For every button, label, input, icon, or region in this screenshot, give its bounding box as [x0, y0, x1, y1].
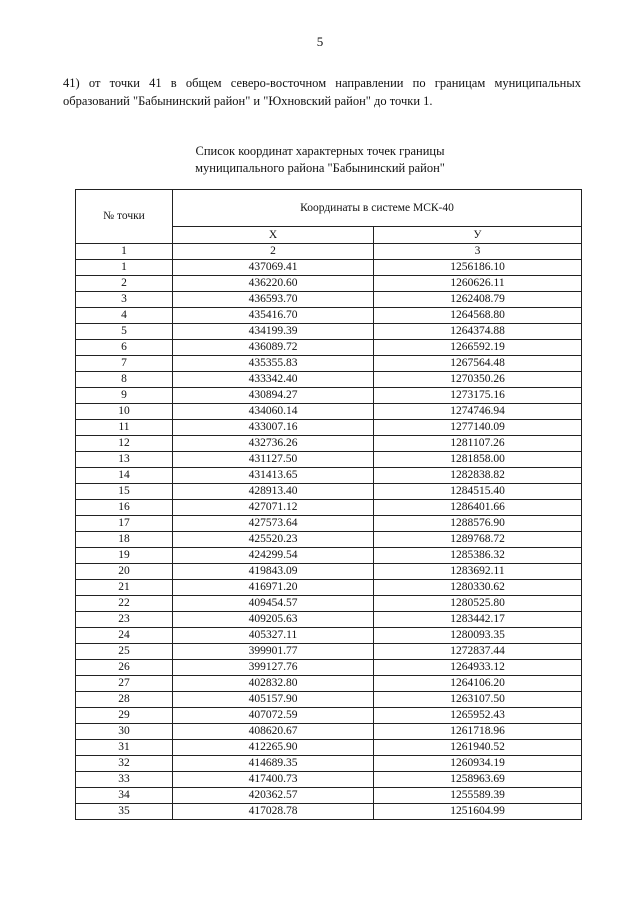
- y-coordinate-cell: 1262408.79: [374, 292, 582, 308]
- x-coordinate-cell: 402832.80: [173, 676, 374, 692]
- table-title-line-2: муниципального района "Бабынинский район": [195, 161, 445, 175]
- point-number-cell: 17: [76, 516, 173, 532]
- point-number-cell: 26: [76, 660, 173, 676]
- y-coordinate-cell: 1285386.32: [374, 548, 582, 564]
- point-number-cell: 1: [76, 260, 173, 276]
- x-coordinate-cell: 431127.50: [173, 452, 374, 468]
- x-coordinate-cell: 409205.63: [173, 612, 374, 628]
- y-coordinate-cell: 1272837.44: [374, 644, 582, 660]
- point-number-cell: 8: [76, 372, 173, 388]
- y-coordinate-cell: 1267564.48: [374, 356, 582, 372]
- table-row: [76, 372, 582, 388]
- y-coordinate-cell: 1263107.50: [374, 692, 582, 708]
- y-coordinate-cell: 1274746.94: [374, 404, 582, 420]
- point-number-cell: 2: [76, 276, 173, 292]
- table-row: [76, 740, 582, 756]
- table-row: [76, 292, 582, 308]
- y-coordinate-cell: 1251604.99: [374, 804, 582, 820]
- point-number-cell: 34: [76, 788, 173, 804]
- table-row: [76, 772, 582, 788]
- table-row: [76, 500, 582, 516]
- point-number-cell: 4: [76, 308, 173, 324]
- x-coordinate-cell: 427573.64: [173, 516, 374, 532]
- table-row: [76, 388, 582, 404]
- y-coordinate-cell: 1284515.40: [374, 484, 582, 500]
- point-number-cell: 6: [76, 340, 173, 356]
- column-index-row: [76, 244, 582, 260]
- x-coordinate-cell: 436593.70: [173, 292, 374, 308]
- point-number-cell: 27: [76, 676, 173, 692]
- y-coordinate-cell: 1288576.90: [374, 516, 582, 532]
- point-number-cell: 33: [76, 772, 173, 788]
- table-row: [76, 708, 582, 724]
- x-coordinate-cell: 412265.90: [173, 740, 374, 756]
- x-coordinate-cell: 434060.14: [173, 404, 374, 420]
- table-row: [76, 644, 582, 660]
- table-row: [76, 276, 582, 292]
- y-coordinate-cell: 1273175.16: [374, 388, 582, 404]
- table-row: [76, 420, 582, 436]
- column-index-2: 2: [173, 244, 374, 260]
- table-row: [76, 756, 582, 772]
- y-coordinate-cell: 1283442.17: [374, 612, 582, 628]
- page-number: 5: [316, 34, 324, 49]
- point-number-cell: 25: [76, 644, 173, 660]
- point-number-cell: 28: [76, 692, 173, 708]
- y-coordinate-cell: 1256186.10: [374, 260, 582, 276]
- x-coordinate-cell: 416971.20: [173, 580, 374, 596]
- x-coordinate-cell: 425520.23: [173, 532, 374, 548]
- y-coordinate-cell: 1283692.11: [374, 564, 582, 580]
- table-row: [76, 260, 582, 276]
- y-coordinate-cell: 1261940.52: [374, 740, 582, 756]
- table-row: [76, 676, 582, 692]
- x-coordinate-cell: 405327.11: [173, 628, 374, 644]
- point-number-cell: 29: [76, 708, 173, 724]
- x-coordinate-cell: 435416.70: [173, 308, 374, 324]
- point-number-cell: 9: [76, 388, 173, 404]
- table-title-line-1: Список координат характерных точек границы: [195, 144, 445, 158]
- table-title: [0, 143, 640, 177]
- y-coordinate-cell: 1289768.72: [374, 532, 582, 548]
- x-coordinate-cell: 433342.40: [173, 372, 374, 388]
- table-row: [76, 580, 582, 596]
- y-coordinate-cell: 1265952.43: [374, 708, 582, 724]
- column-index-3: 3: [374, 244, 582, 260]
- y-coordinate-cell: 1281107.26: [374, 436, 582, 452]
- x-coordinate-cell: 414689.35: [173, 756, 374, 772]
- table-row: [76, 628, 582, 644]
- point-number-cell: 31: [76, 740, 173, 756]
- x-coordinate-cell: 417400.73: [173, 772, 374, 788]
- table-row: [76, 660, 582, 676]
- y-coordinate-cell: 1264106.20: [374, 676, 582, 692]
- table-row: [76, 452, 582, 468]
- table-row: [76, 788, 582, 804]
- x-coordinate-cell: 434199.39: [173, 324, 374, 340]
- intro-paragraph: 41) от точки 41 в общем северо-восточном направлении по границам муниципальных образований "Бабынинский район" и "Юхновский район" до точки 1.: [63, 76, 581, 108]
- point-number-cell: 10: [76, 404, 173, 420]
- point-number-cell: 18: [76, 532, 173, 548]
- point-number-cell: 20: [76, 564, 173, 580]
- x-coordinate-cell: 436220.60: [173, 276, 374, 292]
- header-y: У: [374, 227, 582, 244]
- x-coordinate-cell: 408620.67: [173, 724, 374, 740]
- header-coordinate-system: Координаты в системе МСК-40: [173, 190, 582, 227]
- y-coordinate-cell: 1277140.09: [374, 420, 582, 436]
- y-coordinate-cell: 1281858.00: [374, 452, 582, 468]
- table-row: [76, 404, 582, 420]
- table-row: [76, 548, 582, 564]
- table-row: [76, 724, 582, 740]
- x-coordinate-cell: 430894.27: [173, 388, 374, 404]
- x-coordinate-cell: 405157.90: [173, 692, 374, 708]
- y-coordinate-cell: 1264933.12: [374, 660, 582, 676]
- x-coordinate-cell: 428913.40: [173, 484, 374, 500]
- table-row: [76, 804, 582, 820]
- point-number-cell: 3: [76, 292, 173, 308]
- point-number-cell: 35: [76, 804, 173, 820]
- table-row: [76, 468, 582, 484]
- point-number-cell: 12: [76, 436, 173, 452]
- table-row: [76, 340, 582, 356]
- x-coordinate-cell: 419843.09: [173, 564, 374, 580]
- point-number-cell: 21: [76, 580, 173, 596]
- point-number-cell: 16: [76, 500, 173, 516]
- table-row: [76, 564, 582, 580]
- table-row: [76, 308, 582, 324]
- x-coordinate-cell: 407072.59: [173, 708, 374, 724]
- table-row: [76, 436, 582, 452]
- table-row: [76, 324, 582, 340]
- y-coordinate-cell: 1280525.80: [374, 596, 582, 612]
- point-number-cell: 23: [76, 612, 173, 628]
- y-coordinate-cell: 1264374.88: [374, 324, 582, 340]
- point-number-cell: 14: [76, 468, 173, 484]
- table-row: [76, 692, 582, 708]
- x-coordinate-cell: 417028.78: [173, 804, 374, 820]
- point-number-cell: 11: [76, 420, 173, 436]
- point-number-cell: 32: [76, 756, 173, 772]
- header-point-number: № точки: [76, 190, 173, 244]
- y-coordinate-cell: 1282838.82: [374, 468, 582, 484]
- x-coordinate-cell: 437069.41: [173, 260, 374, 276]
- x-coordinate-cell: 435355.83: [173, 356, 374, 372]
- point-number-cell: 5: [76, 324, 173, 340]
- y-coordinate-cell: 1260626.11: [374, 276, 582, 292]
- table-row: [76, 356, 582, 372]
- y-coordinate-cell: 1280330.62: [374, 580, 582, 596]
- column-index-1: 1: [76, 244, 173, 260]
- coordinates-table: [75, 189, 582, 820]
- y-coordinate-cell: 1264568.80: [374, 308, 582, 324]
- point-number-cell: 13: [76, 452, 173, 468]
- table-row: [76, 532, 582, 548]
- x-coordinate-cell: 436089.72: [173, 340, 374, 356]
- point-number-cell: 19: [76, 548, 173, 564]
- header-x: Х: [173, 227, 374, 244]
- table-row: [76, 484, 582, 500]
- point-number-cell: 15: [76, 484, 173, 500]
- y-coordinate-cell: 1255589.39: [374, 788, 582, 804]
- x-coordinate-cell: 420362.57: [173, 788, 374, 804]
- y-coordinate-cell: 1261718.96: [374, 724, 582, 740]
- point-number-cell: 24: [76, 628, 173, 644]
- x-coordinate-cell: 433007.16: [173, 420, 374, 436]
- x-coordinate-cell: 424299.54: [173, 548, 374, 564]
- y-coordinate-cell: 1266592.19: [374, 340, 582, 356]
- point-number-cell: 30: [76, 724, 173, 740]
- y-coordinate-cell: 1280093.35: [374, 628, 582, 644]
- x-coordinate-cell: 432736.26: [173, 436, 374, 452]
- x-coordinate-cell: 431413.65: [173, 468, 374, 484]
- x-coordinate-cell: 399127.76: [173, 660, 374, 676]
- table-row: [76, 516, 582, 532]
- point-number-cell: 22: [76, 596, 173, 612]
- x-coordinate-cell: 399901.77: [173, 644, 374, 660]
- x-coordinate-cell: 427071.12: [173, 500, 374, 516]
- x-coordinate-cell: 409454.57: [173, 596, 374, 612]
- y-coordinate-cell: 1270350.26: [374, 372, 582, 388]
- table-row: [76, 612, 582, 628]
- point-number-cell: 7: [76, 356, 173, 372]
- y-coordinate-cell: 1258963.69: [374, 772, 582, 788]
- y-coordinate-cell: 1260934.19: [374, 756, 582, 772]
- table-row: [76, 596, 582, 612]
- y-coordinate-cell: 1286401.66: [374, 500, 582, 516]
